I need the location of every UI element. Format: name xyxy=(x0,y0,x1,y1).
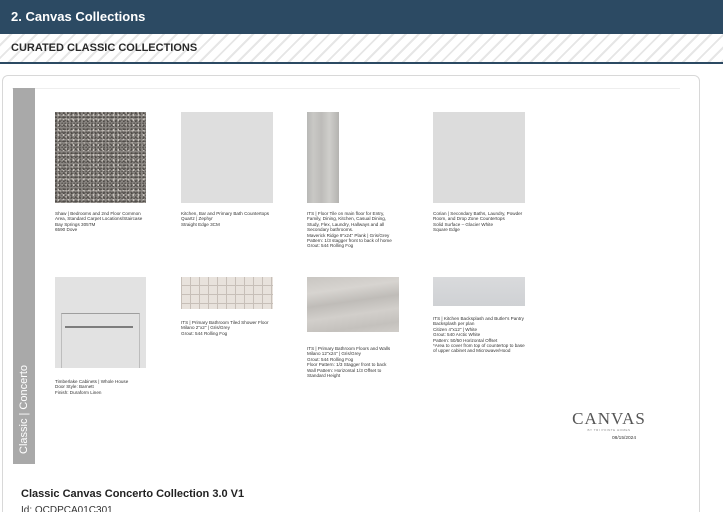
quartz-swatch xyxy=(181,112,273,203)
plank-swatch xyxy=(307,112,339,203)
corian-caption: Corian | Secondary Baths, Laundry, Powder Room, and Drop Zone Countertops Solid Surface – Glacier White Square Edge xyxy=(433,211,523,233)
backsplash-caption: ITS | Kitchen Backsplash and Butler's Pantry Backsplash per plan Citizen 4"x12" | White Grout: 540 Arctic White Pattern: 50/50 Horizontal Offset *Area to cover from top of countertop to base of upper cabinet and Microwave/Hood xyxy=(433,316,525,354)
quartz-caption: Kitchen, Bar and Primary Bath Countertops Quartz | Zephyr Straight Edge 3CM xyxy=(181,211,270,227)
backsplash-swatch xyxy=(433,277,525,306)
wall-tile-caption: ITS | Primary Bathroom Floors and Walls Milano 12"x24" | Gris/Grey Grout: 544 Rolling Fog Floor Pattern: 1/3 Stagger front to back Wall Pattern: Horizontal 1/3 Offset to Standard Height xyxy=(307,346,391,379)
corian-swatch xyxy=(433,112,525,203)
cabinet-caption: Timberlake Cabinets | Whole House Door Style: Barnett Finish: Duraform Linen xyxy=(55,379,129,395)
mosaic-swatch xyxy=(181,277,273,309)
carpet-swatch xyxy=(55,112,146,203)
plank-caption: ITS | Floor Tile on main floor for Entry, Family, Dining, Kitchen, Casual Dining, Study, Flex, Laundry, Hallways and all Secondary bathrooms. Maverick Ridge 9"x24" Plank | Gris/Grey Pattern: 1/3 stagger front to back of home Grout: 544 Rolling Fog xyxy=(307,211,392,249)
logo-wordmark: CANVAS xyxy=(572,409,646,428)
collection-title: Classic Canvas Concerto Collection 3.0 V1 xyxy=(21,488,245,500)
mosaic-caption: ITS | Primary Bathroom Tiled Shower Floor Milano 2"x2" | Gris/Grey Grout: 544 Rolling Fog xyxy=(181,320,269,336)
collection-side-label: Classic | Concerto xyxy=(18,364,30,454)
section-header xyxy=(0,0,723,34)
section-title: 2. Canvas Collections xyxy=(11,9,146,24)
logo-tagline: BY TRI POINTE HOMES xyxy=(587,428,631,432)
sheet-date: 08/15/2024 xyxy=(612,436,637,441)
canvas-logo xyxy=(571,410,647,432)
cabinet-door-frame xyxy=(61,313,140,368)
collection-id: Id: OCDPCA01C301 xyxy=(21,505,113,512)
side-label-wrap xyxy=(13,88,35,464)
subsection-title: CURATED CLASSIC COLLECTIONS xyxy=(11,42,198,54)
carpet-caption: Shaw | Bedrooms and 2nd Floor Common Area, Standard Carpet Locations/Staircase Bay Springs 305TM 6590 Dove xyxy=(55,211,143,233)
subsection-header xyxy=(0,34,723,64)
wall-tile-swatch xyxy=(307,277,399,332)
cabinet-door-rail xyxy=(65,326,133,328)
cabinet-swatch xyxy=(55,277,146,368)
